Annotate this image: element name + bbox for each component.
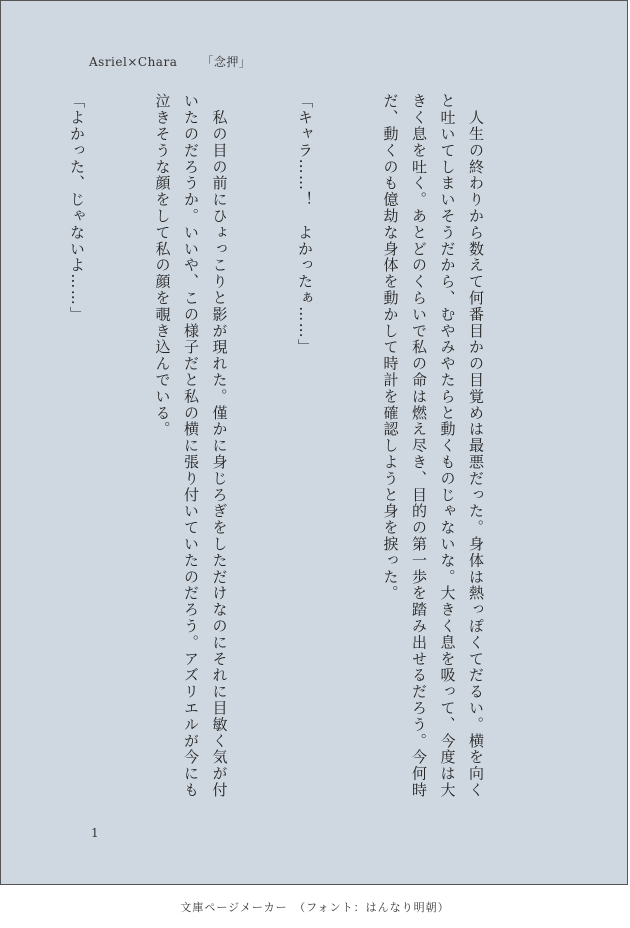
page-number: 1 xyxy=(91,826,99,840)
paragraph: 「よかった、じゃないよ……」 xyxy=(68,93,86,323)
header-subtitle: 「念押」 xyxy=(201,55,252,69)
paragraph xyxy=(0,93,6,799)
page-header xyxy=(89,53,251,70)
credit-line: 文庫ページメーカー （フォント：はんなり明朝） xyxy=(180,901,450,914)
vertical-body-text xyxy=(68,93,547,799)
header-title: Asriel×Chara xyxy=(89,55,178,69)
paragraph: 「キャラ……！ よかったぁ……」 xyxy=(296,93,314,356)
paragraph: 私の目の前にひょっこりと影が現れた。僅かに身じろぎをしただけなのにそれに目敏く気が付いたのだろうか。いいや、この様子だと私の横に張り付いていたのだろう。アズリエルが今にも泣きそうな顔をして私の顔を覗き込んでいる。 xyxy=(153,93,229,799)
paragraph: 人生の終わりから数えて何番目かの目覚めは最悪だった。身体は熱っぽくてだるい。横を向くと吐いてしまいそうだから、むやみやたらと動くものじゃないな。大きく息を吸って、今度は大きく息を吐く。あとどのくらいで私の命は燃え尽き、目的の第一歩を踏み出せるだろう。今何時だ、動くのも億劫な身体を動かして時計を確認しようと身を捩った。 xyxy=(381,93,485,799)
